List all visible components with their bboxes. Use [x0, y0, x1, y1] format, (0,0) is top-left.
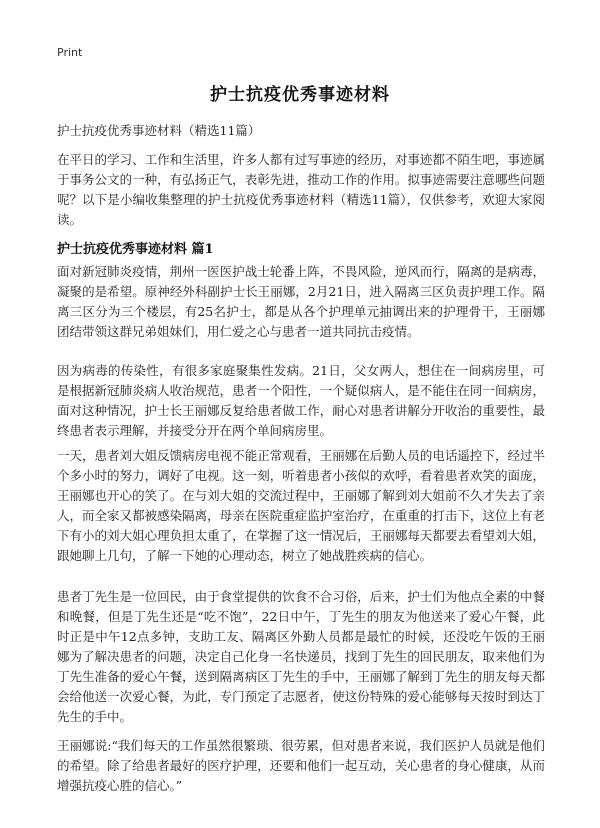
body-paragraph-2: 因为病毒的传染性，有很多家庭聚集性发病。21日，父女两人，想住在一间病房里，可是根据新冠肺炎病人收治规范，患者一个阳性，一个疑似病人，是不能住在同一间病房，面对这种情况，护士长王丽娜反复给患者做工作，耐心对患者讲解分开收治的重要性，最终患者表示理解，并接受分开在两个单间病房里。: [57, 363, 545, 438]
print-label: Print: [57, 46, 83, 59]
intro-paragraph: 在平日的学习、工作和生活里，许多人都有过写事迹的经历，对事迹都不陌生吧，事迹属于事务公文的一种，有弘扬正气，表彰先进，推动工作的作用。拟事迹需要注意哪些问题呢？以下是小编收集整理的护士抗疫优秀事迹材料（精选11篇），仅供参考，欢迎大家阅读。: [57, 152, 545, 227]
body-paragraph-4: 患者丁先生是一位回民，由于食堂提供的饮食不合习俗，后来，护士们为他点全素的中餐和晚餐，但是丁先生还是“吃不饱”，22日中午，丁先生的朋友为他送来了爱心午餐，此时正是中午12点多钟，支助工友、隔离区外勤人员都是最忙的时候，还没吃午饭的王丽娜为了解决患者的问题，决定自己化身一名快递员，找到丁先生的回民朋友，取来他们为丁先生准备的爱心午餐，送到隔离病区丁先生的手中，王丽娜了解到丁先生的朋友每天都会给他送一次爱心餐，为此，专门预定了志愿者，使这份特殊的爱心能够每天按时到达丁先生的手中。: [57, 589, 545, 724]
body-paragraph-3: 一天，患者刘大姐反馈病房电视不能正常观看，王丽娜在后勤人员的电话遥控下，经过半个多小时的努力，调好了电视。这一刻，听着患者小孩似的欢呼，看着患者欢笑的面庞，王丽娜也开心的笑了。在与刘大姐的交流过程中，王丽娜了解到刘大姐前不久才失去了亲人，而全家又都被感染隔离，母亲在医院重症监护室治疗，在重重的打击下，这位上有老下有小的刘大姐心理负担太重了，在掌握了这一情况后，王丽娜每天都要去看望刘大姐，跟她聊上几句，了解一下她的心理动态，树立了她战胜疾病的信心。: [57, 448, 545, 563]
body-paragraph-1: 面对新冠肺炎疫情，荆州一医医护战士轮番上阵，不畏风险，逆风而行，隔离的是病毒，凝聚的是希望。原神经外科副护士长王丽娜，2月21日，进入隔离三区负责护理工作。隔离三区分为三个楼层，有25名护士，都是从各个护理单元抽调出来的护理骨干，王丽娜团结带领这群兄弟姐妹们，用仁爱之心与患者一道共同抗击疫情。: [57, 264, 545, 339]
body-paragraph-5: 王丽娜说:“我们每天的工作虽然很繁琐、很劳累，但对患者来说，我们医护人员就是他们的希望。除了给患者最好的医疗护理，还要和他们一起互动，关心患者的身心健康，从而增强抗疫心胜的信心。”: [57, 738, 545, 793]
document-subtitle: 护士抗疫优秀事迹材料（精选11篇）: [57, 123, 261, 138]
section-heading: 护士抗疫优秀事迹材料 篇1: [57, 242, 214, 257]
document-title: 护士抗疫优秀事迹材料: [210, 85, 390, 105]
